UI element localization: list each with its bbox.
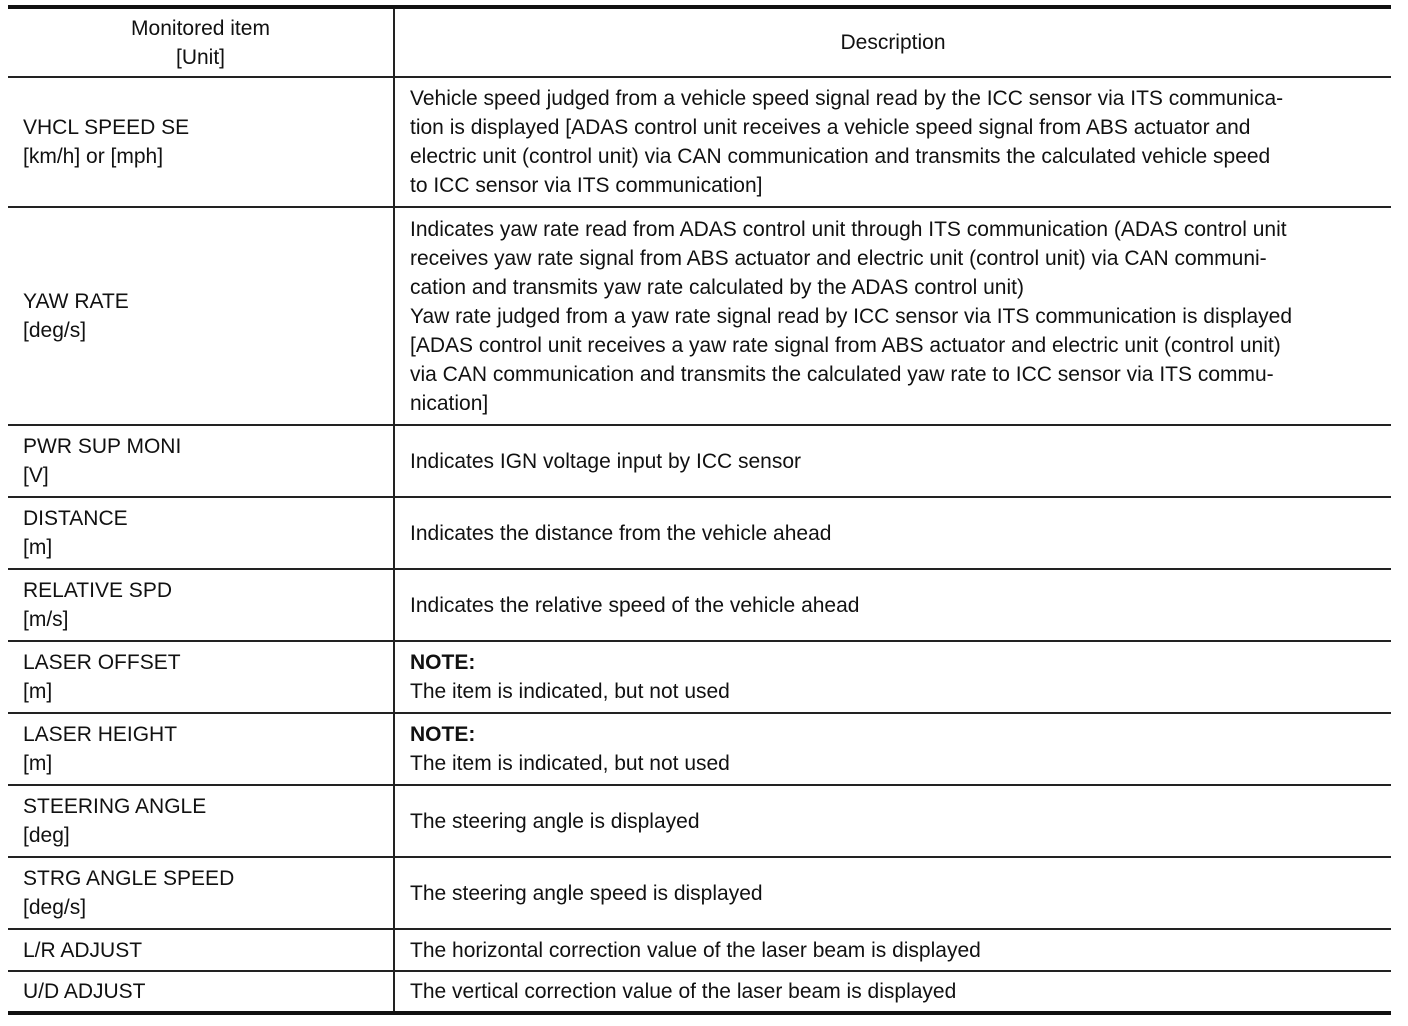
description-cell [394, 971, 1391, 1013]
unit-header-label: [Unit] [175, 45, 225, 69]
monitored-item-cell [8, 857, 394, 929]
description-cell [394, 857, 1391, 929]
table-row [8, 971, 1391, 1013]
item-name: DISTANCE [23, 507, 128, 530]
description-line: Indicates the distance from the vehicle ahead [410, 521, 832, 545]
item-unit: [deg] [23, 824, 70, 847]
table-row [8, 713, 1391, 785]
monitored-item-cell [8, 497, 394, 569]
description-line: Indicates IGN voltage input by ICC sensor [410, 449, 802, 473]
description-line: via CAN communication and transmits the calculated yaw rate to ICC sensor via ITS commu- [410, 362, 1274, 386]
description-cell [394, 641, 1391, 713]
item-unit: [m/s] [23, 608, 69, 631]
description-cell [394, 569, 1391, 641]
description-line: The item is indicated, but not used [410, 752, 730, 775]
description-line: tion is displayed [ADAS control unit receives a vehicle speed signal from ABS actuator and [410, 116, 1251, 139]
table-row [8, 77, 1391, 207]
item-name: STEERING ANGLE [23, 795, 207, 818]
description-cell [394, 929, 1391, 971]
description-cell [394, 207, 1391, 425]
table-header-row [8, 7, 1391, 77]
description-line: The steering angle is displayed [410, 809, 700, 833]
item-name: STRG ANGLE SPEED [23, 867, 235, 890]
description-line: to ICC sensor via ITS communication] [410, 174, 763, 197]
monitored-item-cell [8, 425, 394, 497]
monitored-item-cell [8, 77, 394, 207]
item-name: L/R ADJUST [23, 938, 143, 962]
item-unit: [m] [23, 752, 53, 775]
item-unit: [V] [23, 464, 49, 487]
monitored-item-cell [8, 713, 394, 785]
monitored-item-cell [8, 641, 394, 713]
table-row [8, 425, 1391, 497]
description-line: The steering angle speed is displayed [410, 881, 763, 905]
description-line: nication] [410, 391, 489, 415]
item-unit: [m] [23, 680, 53, 703]
description-line: cation and transmits yaw rate calculated by the ADAS control unit) [410, 275, 1024, 299]
monitored-item-cell [8, 971, 394, 1013]
monitored-item-cell [8, 569, 394, 641]
description-line: Yaw rate judged from a yaw rate signal read by ICC sensor via ITS communication is displayed [410, 304, 1293, 328]
description-cell [394, 77, 1391, 207]
note-label: NOTE: [410, 651, 476, 674]
table-row [8, 497, 1391, 569]
item-unit: [m] [23, 536, 53, 559]
item-unit: [deg/s] [23, 896, 87, 919]
description-cell [394, 785, 1391, 857]
table-row [8, 929, 1391, 971]
table-row [8, 207, 1391, 425]
monitored-item-cell [8, 929, 394, 971]
item-unit: [deg/s] [23, 319, 87, 342]
item-name: VHCL SPEED SE [23, 116, 190, 139]
description-cell [394, 497, 1391, 569]
monitored-item-header [8, 7, 394, 77]
table-row [8, 641, 1391, 713]
item-name: LASER HEIGHT [23, 723, 178, 746]
item-name: YAW RATE [23, 290, 129, 313]
description-line: [ADAS control unit receives a yaw rate signal from ABS actuator and electric unit (control unit) [410, 333, 1281, 357]
description-line: The horizontal correction value of the laser beam is displayed [410, 938, 981, 962]
description-cell [394, 425, 1391, 497]
monitored-item-cell [8, 785, 394, 857]
table-body [8, 77, 1391, 1013]
item-name: LASER OFFSET [23, 651, 181, 674]
description-header: Description [394, 7, 1391, 77]
item-name: U/D ADJUST [23, 980, 146, 1003]
table-row [8, 569, 1391, 641]
monitored-item-cell [8, 207, 394, 425]
description-line: Indicates yaw rate read from ADAS control unit through ITS communication (ADAS control unit [410, 217, 1287, 241]
description-line: Indicates the relative speed of the vehicle ahead [410, 593, 860, 617]
table-row [8, 857, 1391, 929]
description-line: Vehicle speed judged from a vehicle speed signal read by the ICC sensor via ITS communica- [410, 87, 1284, 110]
item-name: RELATIVE SPD [23, 579, 172, 602]
item-name: PWR SUP MONI [23, 435, 182, 458]
description-cell [394, 713, 1391, 785]
item-unit: [km/h] or [mph] [23, 145, 164, 168]
description-line: receives yaw rate signal from ABS actuator and electric unit (control unit) via CAN communi- [410, 246, 1267, 270]
note-label: NOTE: [410, 723, 476, 746]
description-line: The vertical correction value of the laser beam is displayed [410, 980, 957, 1003]
monitored-item-header-label: Monitored item [131, 16, 270, 40]
monitored-items-table [8, 5, 1391, 1015]
description-line: The item is indicated, but not used [410, 680, 730, 703]
table-row [8, 785, 1391, 857]
description-line: electric unit (control unit) via CAN communication and transmits the calculated vehicle speed [410, 145, 1271, 168]
